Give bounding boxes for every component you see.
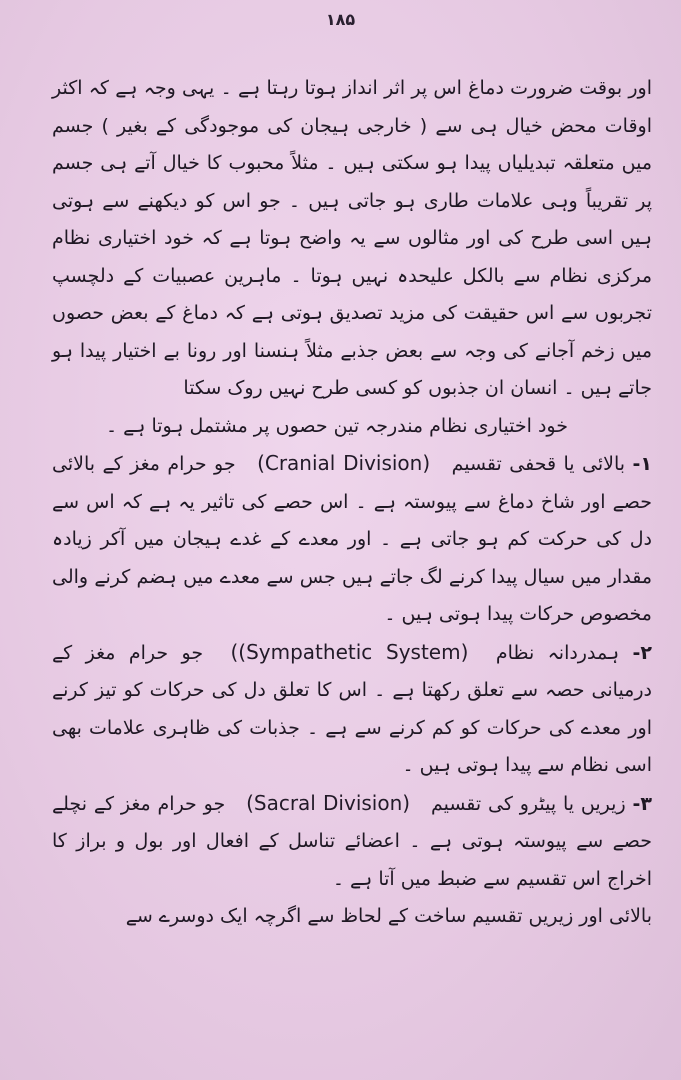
- section-number: ۱-: [632, 453, 652, 475]
- closing-paragraph: بالائی اور زیریں تقسیم ساخت کے لحاظ سے اگرچہ ایک دوسرے سے: [125, 905, 652, 927]
- section-title: زیریں یا پیٹرو کی تقسیم: [430, 792, 626, 815]
- subheading-paragraph: خود اختیاری نظام مندرجہ تین حصوں پر مشتمل ہوتا ہے ۔: [105, 414, 568, 437]
- section-cranial: [52, 445, 652, 634]
- page-number: ۱۸۵: [325, 10, 356, 29]
- section-sympathetic: [52, 634, 652, 785]
- section-title: بالائی یا قحفی تقسیم: [451, 453, 626, 475]
- section-latin-term: ((Sympathetic System): [230, 639, 469, 664]
- section-title: ہمدردانہ نظام: [495, 641, 620, 664]
- section-number: ۲-: [632, 641, 652, 664]
- section-text: جو حرام مغز کے درمیانی حصہ سے تعلق رکھتا ہے ۔ اس کا تعلق دل کی حرکات کو تیز کرنے اور معدے کی حرکات کو کم کرنے سے ہے ۔ جذبات کی ظاہری علامات بھی اسی نظام سے پیدا ہوتی ہیں ۔: [52, 641, 652, 776]
- section-number: ۳-: [632, 792, 652, 815]
- section-latin-term: (Sacral Division): [246, 790, 411, 815]
- intro-paragraph: اور بوقت ضرورت دماغ اس پر اثر انداز ہوتا رہتا ہے ۔ یہی وجہ ہے کہ اکثر اوقات محض خیال ہی سے ( خارجی ہیجان کی موجودگی کے بغیر ) جسم میں متعلقہ تبدیلیاں پیدا ہو سکتی ہیں ۔ مثلاً محبوب کا خیال آتے ہی جسم پر تقریباً وہی علامات طاری ہو جاتی ہیں ۔ جو اس کو دیکھنے سے ہوتی ہیں اسی طرح کی اور مثالوں سے یہ واضح ہوتا ہے کہ خود اختیاری نظام مرکزی نظام سے بالکل علیحدہ نہیں ہوتا ۔ ماہرین عصبیات کے دلچسپ تجربوں سے اس حقیقت کی مزید تصدیق ہوتی ہے کہ دماغ کے بعض حصوں میں زخم آجانے کی وجہ سے بعض جذبے مثلاً ہنسنا اور رونا بے اختیار پیدا ہو جاتے ہیں ۔ انسان ان جذبوں کو کسی طرح نہیں روک سکتا: [52, 77, 652, 399]
- page-body: [52, 70, 652, 936]
- section-latin-term: (Cranial Division): [257, 451, 431, 475]
- section-text: جو حرام مغز کے بالائی حصے اور شاخ دماغ سے پیوستہ ہے ۔ اس حصے کی تاثیر یہ ہے کہ اس سے دل کی حرکت کم ہو جاتی ہے ۔ اور معدے کے غدے ہیجان میں آکر زیادہ مقدار میں سیال پیدا کرنے لگ جاتے ہیں جس سے معدے میں ہضم کرنے والی مخصوص حرکات پیدا ہوتی ہیں ۔: [52, 453, 652, 625]
- section-text: جو حرام مغز کے نچلے حصے سے پیوستہ ہوتی ہے ۔ اعضائے تناسل کے افعال اور بول و براز کا اخراج اس تقسیم سے ضبط میں آتا ہے ۔: [52, 792, 652, 890]
- section-sacral: [52, 785, 652, 899]
